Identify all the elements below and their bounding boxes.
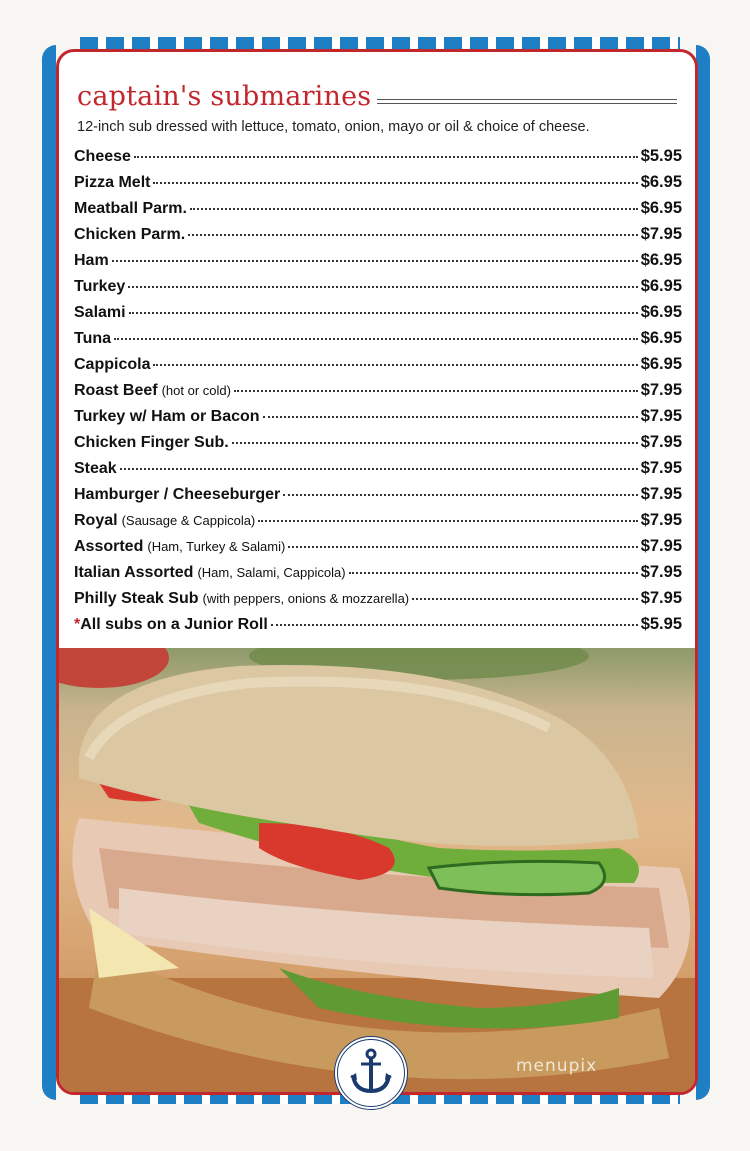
menu-item-note: (Sausage & Cappicola) bbox=[121, 513, 256, 528]
menu-item-name: Steak bbox=[74, 460, 117, 477]
menu-item-note: (Ham, Salami, Cappicola) bbox=[197, 565, 346, 580]
menu-item-price: $7.95 bbox=[640, 537, 682, 555]
menu-item bbox=[74, 147, 682, 173]
menu-item-price: $6.95 bbox=[640, 173, 682, 191]
menu-item-name: Roast Beef bbox=[74, 382, 158, 399]
dot-leader bbox=[134, 156, 638, 158]
dot-leader bbox=[188, 234, 638, 236]
menu-item-name: Italian Assorted bbox=[74, 564, 194, 581]
dot-leader bbox=[258, 520, 637, 522]
dot-leader bbox=[128, 286, 637, 288]
menu-item bbox=[74, 589, 682, 615]
menu-item bbox=[74, 459, 682, 485]
left-blue-border bbox=[42, 45, 56, 1100]
menu-item-name: Chicken Finger Sub. bbox=[74, 434, 229, 451]
menu-item bbox=[74, 329, 682, 355]
menu-item-note: (hot or cold) bbox=[161, 383, 231, 398]
menu-item-name: Turkey bbox=[74, 278, 126, 295]
menu-item bbox=[74, 173, 682, 199]
dot-leader bbox=[120, 468, 638, 470]
menu-subtitle: 12-inch sub dressed with lettuce, tomato, onion, mayo or oil & choice of cheese. bbox=[77, 119, 590, 135]
watermark-text: menupix bbox=[516, 1056, 598, 1076]
dot-leader bbox=[349, 572, 638, 574]
menu-item bbox=[74, 433, 682, 459]
menu-item bbox=[74, 355, 682, 381]
menu-item-price: $7.95 bbox=[640, 381, 682, 399]
menu-item-name: Salami bbox=[74, 304, 126, 321]
menu-item-price: $7.95 bbox=[640, 485, 682, 503]
menu-item-name: Meatball Parm. bbox=[74, 200, 187, 217]
dot-leader bbox=[283, 494, 637, 496]
menu-item bbox=[74, 563, 682, 589]
menu-item-name: Ham bbox=[74, 252, 109, 269]
menu-item bbox=[74, 251, 682, 277]
dot-leader bbox=[153, 182, 637, 184]
menu-item bbox=[74, 407, 682, 433]
menu-item-price: $6.95 bbox=[640, 251, 682, 269]
dot-leader bbox=[112, 260, 638, 262]
menu-item-name: Turkey w/ Ham or Bacon bbox=[74, 408, 260, 425]
menu-item bbox=[74, 199, 682, 225]
menu-item bbox=[74, 485, 682, 511]
right-blue-border bbox=[696, 45, 710, 1100]
sandwich-photo bbox=[59, 648, 695, 1092]
menu-item-price: $7.95 bbox=[640, 511, 682, 529]
asterisk-mark: * bbox=[74, 616, 81, 633]
anchor-badge bbox=[334, 1036, 408, 1110]
menu-item-price: $5.95 bbox=[640, 615, 682, 633]
menu-item bbox=[74, 303, 682, 329]
dot-leader bbox=[153, 364, 637, 366]
menu-item-name: Cappicola bbox=[74, 356, 151, 373]
dot-leader bbox=[412, 598, 638, 600]
top-stripe-border bbox=[80, 37, 680, 49]
sandwich-illustration bbox=[59, 648, 695, 1092]
menu-item-name: Royal bbox=[74, 512, 118, 529]
menu-item-name: Cheese bbox=[74, 148, 131, 165]
menu-item-name: Pizza Melt bbox=[74, 174, 151, 191]
menu-item-price: $6.95 bbox=[640, 277, 682, 295]
title-rule bbox=[377, 99, 677, 104]
dot-leader bbox=[232, 442, 638, 444]
menu-item-name: Philly Steak Sub bbox=[74, 590, 199, 607]
menu-item-name: All subs on a Junior Roll bbox=[80, 616, 268, 633]
menu-title: captain's submarines bbox=[77, 81, 372, 112]
menu-item bbox=[74, 381, 682, 407]
menu-item-note: (Ham, Turkey & Salami) bbox=[147, 539, 286, 554]
menu-item-list bbox=[74, 147, 682, 641]
dot-leader bbox=[129, 312, 638, 314]
menu-item bbox=[74, 225, 682, 251]
menu-item-price: $6.95 bbox=[640, 329, 682, 347]
dot-leader bbox=[288, 546, 637, 548]
anchor-icon bbox=[349, 1047, 393, 1100]
menu-item-price: $6.95 bbox=[640, 199, 682, 217]
menu-item-name: Hamburger / Cheeseburger bbox=[74, 486, 281, 503]
dot-leader bbox=[190, 208, 638, 210]
menu-item-price: $7.95 bbox=[640, 563, 682, 581]
menu-item-note: (with peppers, onions & mozzarella) bbox=[202, 591, 410, 606]
title-row bbox=[77, 72, 677, 112]
dot-leader bbox=[234, 390, 638, 392]
dot-leader bbox=[271, 624, 638, 626]
junior-roll-item bbox=[74, 615, 682, 641]
menu-item-price: $7.95 bbox=[640, 589, 682, 607]
dot-leader bbox=[114, 338, 638, 340]
menu-item-price: $6.95 bbox=[640, 303, 682, 321]
menu-item-price: $7.95 bbox=[640, 459, 682, 477]
menu-item bbox=[74, 537, 682, 563]
menu-item-name: Assorted bbox=[74, 538, 144, 555]
menu-item-name: Tuna bbox=[74, 330, 112, 347]
menu-item-price: $7.95 bbox=[640, 433, 682, 451]
dot-leader bbox=[263, 416, 638, 418]
menu-panel bbox=[56, 49, 698, 1095]
menu-item-name: Chicken Parm. bbox=[74, 226, 186, 243]
menu-item-price: $6.95 bbox=[640, 355, 682, 373]
menu-item bbox=[74, 277, 682, 303]
menu-item-price: $7.95 bbox=[640, 225, 682, 243]
menu-item bbox=[74, 511, 682, 537]
menu-item-price: $5.95 bbox=[640, 147, 682, 165]
menu-item-price: $7.95 bbox=[640, 407, 682, 425]
